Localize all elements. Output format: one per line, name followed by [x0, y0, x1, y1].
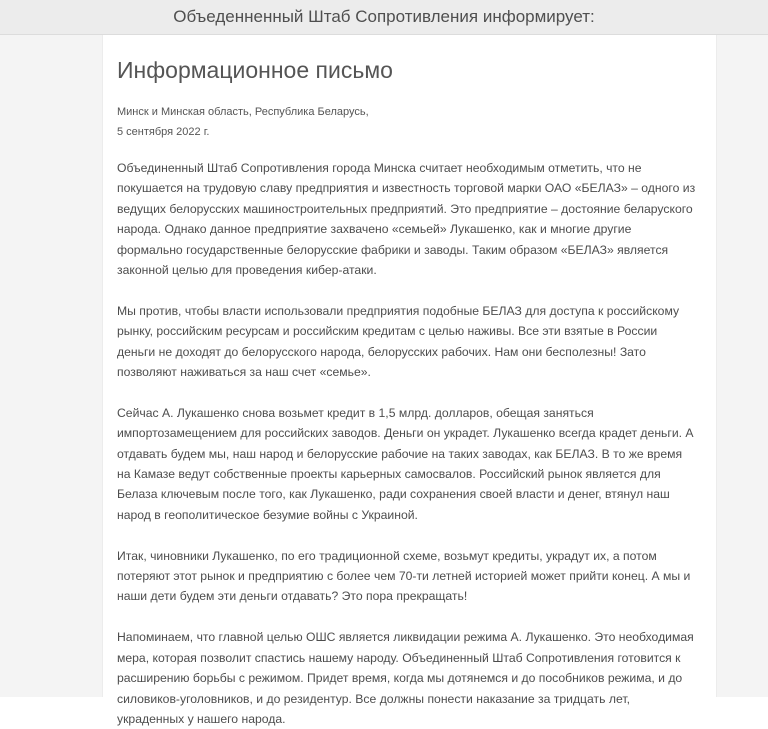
article-date: 5 сентября 2022 г.: [117, 126, 210, 138]
paragraph-4: Итак, чиновники Лукашенко, по его традиционной схеме, возьмут кредиты, украдут их, а потом потеряют этот рынок и предприятию с более чем 70-ти летней историей может прийти конец. А мы и наши дети будем эти деньги отдавать? Это пора прекращать!: [117, 548, 691, 604]
paragraph-1: Объединенный Штаб Сопротивления города Минска считает необходимым отметить, что не покушается на трудовую славу предприятия и известность торговой марки ОАО «БЕЛАЗ» – одного из ведущих белорусских машиностроительных предприятий. Это предприятие – достояние беларуского народа. Однако данное предприятие захвачено «семьей» Лукашенко, как и многие другие формально государственные белорусские фабрики и заводы. Таким образом «БЕЛАЗ» является законной целью для проведения кибер-атаки.: [117, 161, 696, 278]
article-location: Минск и Минская область, Республика Беларусь,: [117, 106, 369, 118]
header-banner: Объеденненный Штаб Сопротивления информирует:: [0, 0, 768, 35]
article-meta: [117, 102, 702, 142]
paragraph-2: Мы против, чтобы власти использовали предприятия подобные БЕЛАЗ для доступа к российскому рынку, российским ресурсам и российским кредитам с целью наживы. Все эти взятые в России деньги не доходят до белорусского народа, белорусских рабочих. Нам они бесполезны! Зато позволяют наживаться за наш счет «семье».: [117, 303, 680, 380]
article-title: Информационное письмо: [117, 57, 393, 83]
article-container: [102, 35, 717, 726]
paragraph-5: Напоминаем, что главной целью ОШС является ликвидации режима А. Лукашенко. Это необходимая мера, которая позволит спастись нашему народу. Объединенный Штаб Сопротивления готовится к расширению борьбы с режимом. Придет время, когда мы дотянемся и до пособников режима, и до силовиков-уголовников, и до резидентур. Все должны понести наказание за тридцать лет, украденных у нашего народа.: [117, 630, 694, 726]
paragraph-3: Сейчас А. Лукашенко снова возьмет кредит в 1,5 млрд. долларов, обещая заняться импортозамещением для российских заводов. Деньги он украдет. Лукашенко всегда крадет деньги. А отдавать будем мы, наш народ и белорусские рабочие на таких заводах, как БЕЛАЗ. В то же время на Камазе ведут собственные проекты карьерных самосвалов. Российский рынок является для Белаза ключевым после того, как Лукашенко, ради сохранения своей власти и денег, втянул наш народ в геополитическое безумие войны с Украиной.: [117, 405, 694, 522]
